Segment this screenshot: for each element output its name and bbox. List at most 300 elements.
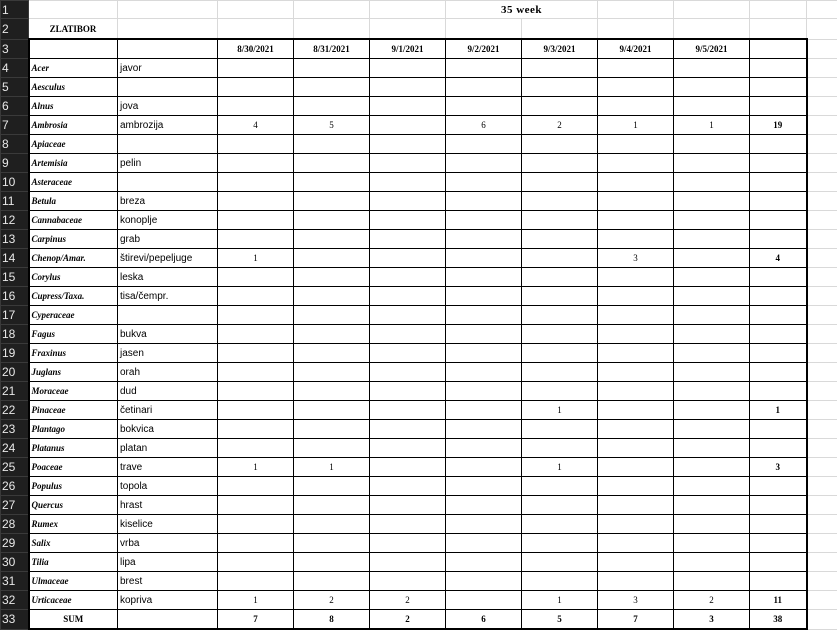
count-cell[interactable]: 1 <box>218 591 294 610</box>
cell[interactable] <box>807 363 837 382</box>
count-cell[interactable] <box>522 344 598 363</box>
count-cell[interactable] <box>674 249 750 268</box>
row-total[interactable]: 4 <box>750 249 807 268</box>
row-header[interactable]: 9 <box>1 154 29 173</box>
cell[interactable] <box>807 344 837 363</box>
count-cell[interactable]: 2 <box>674 591 750 610</box>
count-cell[interactable] <box>674 439 750 458</box>
cell[interactable] <box>522 19 598 40</box>
count-cell[interactable] <box>522 154 598 173</box>
count-cell[interactable] <box>674 515 750 534</box>
count-cell[interactable] <box>522 173 598 192</box>
count-cell[interactable] <box>446 59 522 78</box>
count-cell[interactable] <box>674 534 750 553</box>
local-name[interactable]: lipa <box>118 553 218 572</box>
count-cell[interactable] <box>370 192 446 211</box>
sum-cell[interactable]: 6 <box>446 610 522 630</box>
count-cell[interactable] <box>446 572 522 591</box>
row-total[interactable] <box>750 382 807 401</box>
row-header[interactable]: 2 <box>1 19 29 40</box>
row-header[interactable]: 31 <box>1 572 29 591</box>
latin-name[interactable]: Asteraceae <box>29 173 118 192</box>
latin-name[interactable]: Cyperaceae <box>29 306 118 325</box>
count-cell[interactable]: 6 <box>446 116 522 135</box>
count-cell[interactable] <box>294 59 370 78</box>
latin-name[interactable]: Acer <box>29 59 118 78</box>
row-header[interactable]: 12 <box>1 211 29 230</box>
row-header[interactable]: 27 <box>1 496 29 515</box>
row-header[interactable]: 29 <box>1 534 29 553</box>
count-cell[interactable] <box>218 344 294 363</box>
count-cell[interactable] <box>370 477 446 496</box>
row-header[interactable]: 17 <box>1 306 29 325</box>
row-header[interactable]: 24 <box>1 439 29 458</box>
count-cell[interactable] <box>218 287 294 306</box>
local-name[interactable]: kiselice <box>118 515 218 534</box>
cell[interactable] <box>807 477 837 496</box>
count-cell[interactable] <box>294 572 370 591</box>
row-header[interactable]: 20 <box>1 363 29 382</box>
count-cell[interactable] <box>294 173 370 192</box>
count-cell[interactable] <box>446 97 522 116</box>
cell[interactable] <box>807 610 837 630</box>
row-header[interactable]: 6 <box>1 97 29 116</box>
count-cell[interactable] <box>218 572 294 591</box>
count-cell[interactable] <box>294 534 370 553</box>
cell[interactable] <box>807 496 837 515</box>
count-cell[interactable] <box>598 572 674 591</box>
count-cell[interactable] <box>446 154 522 173</box>
count-cell[interactable] <box>674 325 750 344</box>
count-cell[interactable] <box>218 515 294 534</box>
cell[interactable] <box>807 97 837 116</box>
count-cell[interactable] <box>598 78 674 97</box>
cell[interactable] <box>218 19 294 40</box>
local-name[interactable]: kopriva <box>118 591 218 610</box>
count-cell[interactable] <box>446 553 522 572</box>
sum-cell[interactable]: 7 <box>218 610 294 630</box>
cell[interactable] <box>294 1 370 19</box>
cell[interactable] <box>446 19 522 40</box>
local-name[interactable]: četinari <box>118 401 218 420</box>
count-cell[interactable] <box>218 553 294 572</box>
count-cell[interactable] <box>218 325 294 344</box>
count-cell[interactable] <box>522 211 598 230</box>
cell[interactable] <box>750 1 807 19</box>
count-cell[interactable] <box>218 192 294 211</box>
count-cell[interactable] <box>218 382 294 401</box>
count-cell[interactable] <box>446 534 522 553</box>
sum-cell[interactable]: 2 <box>370 610 446 630</box>
count-cell[interactable] <box>522 306 598 325</box>
local-name[interactable]: hrast <box>118 496 218 515</box>
count-cell[interactable] <box>598 496 674 515</box>
cell[interactable] <box>807 1 837 19</box>
count-cell[interactable] <box>674 230 750 249</box>
local-name[interactable]: brest <box>118 572 218 591</box>
cell[interactable] <box>118 39 218 59</box>
count-cell[interactable] <box>218 211 294 230</box>
local-name[interactable]: javor <box>118 59 218 78</box>
count-cell[interactable]: 1 <box>522 401 598 420</box>
count-cell[interactable] <box>522 325 598 344</box>
count-cell[interactable] <box>370 154 446 173</box>
local-name[interactable]: jasen <box>118 344 218 363</box>
cell[interactable] <box>807 39 837 59</box>
local-name[interactable]: ambrozija <box>118 116 218 135</box>
cell[interactable] <box>29 1 118 19</box>
count-cell[interactable] <box>446 420 522 439</box>
count-cell[interactable] <box>218 439 294 458</box>
latin-name[interactable]: Rumex <box>29 515 118 534</box>
count-cell[interactable] <box>294 306 370 325</box>
count-cell[interactable] <box>674 420 750 439</box>
count-cell[interactable] <box>370 173 446 192</box>
count-cell[interactable] <box>674 382 750 401</box>
row-total[interactable]: 1 <box>750 401 807 420</box>
count-cell[interactable] <box>294 496 370 515</box>
row-total[interactable]: 19 <box>750 116 807 135</box>
latin-name[interactable]: Moraceae <box>29 382 118 401</box>
local-name[interactable]: konoplje <box>118 211 218 230</box>
latin-name[interactable]: Platanus <box>29 439 118 458</box>
latin-name[interactable]: Ambrosia <box>29 116 118 135</box>
count-cell[interactable] <box>446 325 522 344</box>
count-cell[interactable] <box>674 78 750 97</box>
cell[interactable] <box>807 19 837 40</box>
count-cell[interactable] <box>446 458 522 477</box>
count-cell[interactable] <box>446 496 522 515</box>
count-cell[interactable]: 1 <box>674 116 750 135</box>
count-cell[interactable] <box>370 211 446 230</box>
count-cell[interactable] <box>294 287 370 306</box>
row-header[interactable]: 8 <box>1 135 29 154</box>
count-cell[interactable] <box>674 135 750 154</box>
row-total[interactable] <box>750 325 807 344</box>
row-total[interactable] <box>750 59 807 78</box>
row-header[interactable]: 10 <box>1 173 29 192</box>
count-cell[interactable] <box>522 534 598 553</box>
count-cell[interactable] <box>674 287 750 306</box>
sum-cell[interactable]: 3 <box>674 610 750 630</box>
count-cell[interactable] <box>598 97 674 116</box>
count-cell[interactable] <box>446 344 522 363</box>
count-cell[interactable]: 1 <box>294 458 370 477</box>
count-cell[interactable] <box>446 439 522 458</box>
row-total[interactable]: 11 <box>750 591 807 610</box>
row-header[interactable]: 33 <box>1 610 29 630</box>
count-cell[interactable] <box>446 268 522 287</box>
count-cell[interactable] <box>294 211 370 230</box>
cell[interactable] <box>807 382 837 401</box>
local-name[interactable]: platan <box>118 439 218 458</box>
cell[interactable] <box>750 19 807 40</box>
date-header[interactable]: 9/2/2021 <box>446 39 522 59</box>
count-cell[interactable]: 2 <box>294 591 370 610</box>
row-header[interactable]: 22 <box>1 401 29 420</box>
row-header[interactable]: 32 <box>1 591 29 610</box>
count-cell[interactable] <box>598 325 674 344</box>
count-cell[interactable] <box>370 401 446 420</box>
cell[interactable] <box>29 39 118 59</box>
count-cell[interactable] <box>218 97 294 116</box>
row-header[interactable]: 23 <box>1 420 29 439</box>
row-total[interactable] <box>750 287 807 306</box>
count-cell[interactable]: 4 <box>218 116 294 135</box>
count-cell[interactable] <box>370 534 446 553</box>
count-cell[interactable] <box>218 154 294 173</box>
count-cell[interactable] <box>446 249 522 268</box>
count-cell[interactable] <box>370 344 446 363</box>
cell[interactable] <box>807 230 837 249</box>
count-cell[interactable] <box>446 211 522 230</box>
cell[interactable] <box>807 515 837 534</box>
count-cell[interactable] <box>446 382 522 401</box>
count-cell[interactable] <box>294 325 370 344</box>
count-cell[interactable] <box>674 363 750 382</box>
row-header[interactable]: 7 <box>1 116 29 135</box>
count-cell[interactable] <box>522 515 598 534</box>
count-cell[interactable] <box>294 78 370 97</box>
row-total[interactable] <box>750 515 807 534</box>
count-cell[interactable] <box>446 591 522 610</box>
cell[interactable] <box>807 553 837 572</box>
count-cell[interactable] <box>218 59 294 78</box>
count-cell[interactable] <box>294 268 370 287</box>
count-cell[interactable] <box>370 420 446 439</box>
count-cell[interactable] <box>598 268 674 287</box>
count-cell[interactable] <box>294 401 370 420</box>
count-cell[interactable] <box>598 401 674 420</box>
count-cell[interactable] <box>674 59 750 78</box>
count-cell[interactable] <box>674 553 750 572</box>
sum-label[interactable]: SUM <box>29 610 118 630</box>
date-header[interactable]: 9/3/2021 <box>522 39 598 59</box>
count-cell[interactable] <box>218 420 294 439</box>
count-cell[interactable] <box>218 401 294 420</box>
row-total[interactable] <box>750 306 807 325</box>
count-cell[interactable] <box>446 287 522 306</box>
count-cell[interactable] <box>218 477 294 496</box>
local-name[interactable]: grab <box>118 230 218 249</box>
date-header[interactable]: 9/1/2021 <box>370 39 446 59</box>
station-title[interactable]: ZLATIBOR <box>29 19 118 40</box>
week-label[interactable]: 35 week <box>446 1 598 19</box>
count-cell[interactable] <box>370 230 446 249</box>
latin-name[interactable]: Salix <box>29 534 118 553</box>
count-cell[interactable] <box>522 192 598 211</box>
row-header[interactable]: 16 <box>1 287 29 306</box>
cell[interactable] <box>807 591 837 610</box>
row-header[interactable]: 28 <box>1 515 29 534</box>
row-total[interactable] <box>750 78 807 97</box>
count-cell[interactable]: 1 <box>218 249 294 268</box>
count-cell[interactable] <box>522 439 598 458</box>
count-cell[interactable] <box>674 192 750 211</box>
cell[interactable] <box>807 325 837 344</box>
row-header[interactable]: 1 <box>1 1 29 19</box>
count-cell[interactable]: 5 <box>294 116 370 135</box>
count-cell[interactable] <box>218 534 294 553</box>
count-cell[interactable] <box>294 477 370 496</box>
count-cell[interactable] <box>674 97 750 116</box>
row-total[interactable] <box>750 534 807 553</box>
count-cell[interactable] <box>370 306 446 325</box>
count-cell[interactable] <box>522 59 598 78</box>
row-total[interactable] <box>750 420 807 439</box>
cell[interactable] <box>807 572 837 591</box>
local-name[interactable]: topola <box>118 477 218 496</box>
cell[interactable] <box>118 610 218 630</box>
row-total[interactable] <box>750 173 807 192</box>
count-cell[interactable] <box>598 382 674 401</box>
count-cell[interactable] <box>294 439 370 458</box>
count-cell[interactable] <box>218 306 294 325</box>
count-cell[interactable] <box>598 306 674 325</box>
count-cell[interactable] <box>522 420 598 439</box>
latin-name[interactable]: Poaceae <box>29 458 118 477</box>
local-name[interactable] <box>118 78 218 97</box>
latin-name[interactable]: Betula <box>29 192 118 211</box>
sum-cell[interactable]: 8 <box>294 610 370 630</box>
date-header[interactable]: 8/30/2021 <box>218 39 294 59</box>
count-cell[interactable] <box>370 97 446 116</box>
cell[interactable] <box>807 211 837 230</box>
count-cell[interactable]: 2 <box>370 591 446 610</box>
count-cell[interactable] <box>598 192 674 211</box>
count-cell[interactable] <box>674 572 750 591</box>
count-cell[interactable]: 1 <box>522 591 598 610</box>
latin-name[interactable]: Ulmaceae <box>29 572 118 591</box>
latin-name[interactable]: Chenop/Amar. <box>29 249 118 268</box>
count-cell[interactable] <box>598 439 674 458</box>
cell[interactable] <box>294 19 370 40</box>
row-header[interactable]: 21 <box>1 382 29 401</box>
latin-name[interactable]: Cupress/Taxa. <box>29 287 118 306</box>
local-name[interactable]: pelin <box>118 154 218 173</box>
count-cell[interactable] <box>522 78 598 97</box>
count-cell[interactable] <box>294 382 370 401</box>
latin-name[interactable]: Tilia <box>29 553 118 572</box>
date-header[interactable]: 9/5/2021 <box>674 39 750 59</box>
local-name[interactable]: tisa/čempr. <box>118 287 218 306</box>
count-cell[interactable] <box>294 230 370 249</box>
count-cell[interactable]: 3 <box>598 591 674 610</box>
count-cell[interactable] <box>370 135 446 154</box>
count-cell[interactable] <box>446 135 522 154</box>
count-cell[interactable] <box>598 363 674 382</box>
count-cell[interactable] <box>674 458 750 477</box>
grand-total[interactable]: 38 <box>750 610 807 630</box>
count-cell[interactable] <box>674 173 750 192</box>
cell[interactable] <box>598 1 674 19</box>
cell[interactable] <box>118 19 218 40</box>
row-total[interactable] <box>750 344 807 363</box>
local-name[interactable]: orah <box>118 363 218 382</box>
latin-name[interactable]: Corylus <box>29 268 118 287</box>
cell[interactable] <box>370 1 446 19</box>
latin-name[interactable]: Juglans <box>29 363 118 382</box>
cell[interactable] <box>674 1 750 19</box>
count-cell[interactable] <box>370 515 446 534</box>
count-cell[interactable]: 1 <box>218 458 294 477</box>
latin-name[interactable]: Urticaceae <box>29 591 118 610</box>
count-cell[interactable] <box>598 420 674 439</box>
count-cell[interactable] <box>294 154 370 173</box>
count-cell[interactable] <box>294 97 370 116</box>
total-header[interactable] <box>750 39 807 59</box>
cell[interactable] <box>118 1 218 19</box>
count-cell[interactable] <box>370 249 446 268</box>
local-name[interactable]: leska <box>118 268 218 287</box>
count-cell[interactable] <box>674 477 750 496</box>
count-cell[interactable] <box>370 268 446 287</box>
count-cell[interactable] <box>674 401 750 420</box>
latin-name[interactable]: Artemisia <box>29 154 118 173</box>
cell[interactable] <box>807 458 837 477</box>
cell[interactable] <box>218 1 294 19</box>
row-total[interactable] <box>750 135 807 154</box>
count-cell[interactable] <box>598 344 674 363</box>
count-cell[interactable] <box>294 249 370 268</box>
count-cell[interactable] <box>598 477 674 496</box>
count-cell[interactable] <box>218 78 294 97</box>
count-cell[interactable] <box>294 363 370 382</box>
cell[interactable] <box>807 306 837 325</box>
row-header[interactable]: 19 <box>1 344 29 363</box>
cell[interactable] <box>807 192 837 211</box>
row-header[interactable]: 5 <box>1 78 29 97</box>
count-cell[interactable] <box>370 553 446 572</box>
row-header[interactable]: 14 <box>1 249 29 268</box>
cell[interactable] <box>807 401 837 420</box>
row-header[interactable]: 30 <box>1 553 29 572</box>
count-cell[interactable]: 3 <box>598 249 674 268</box>
latin-name[interactable]: Alnus <box>29 97 118 116</box>
count-cell[interactable] <box>598 287 674 306</box>
count-cell[interactable] <box>446 477 522 496</box>
cell[interactable] <box>807 534 837 553</box>
count-cell[interactable] <box>370 382 446 401</box>
count-cell[interactable] <box>370 325 446 344</box>
latin-name[interactable]: Carpinus <box>29 230 118 249</box>
local-name[interactable] <box>118 135 218 154</box>
count-cell[interactable] <box>370 363 446 382</box>
cell[interactable] <box>598 19 674 40</box>
local-name[interactable]: trave <box>118 458 218 477</box>
count-cell[interactable] <box>446 173 522 192</box>
count-cell[interactable] <box>370 439 446 458</box>
count-cell[interactable] <box>522 287 598 306</box>
count-cell[interactable] <box>674 154 750 173</box>
row-total[interactable] <box>750 363 807 382</box>
row-total[interactable] <box>750 268 807 287</box>
count-cell[interactable] <box>218 135 294 154</box>
row-header[interactable]: 15 <box>1 268 29 287</box>
count-cell[interactable] <box>674 306 750 325</box>
count-cell[interactable] <box>218 363 294 382</box>
cell[interactable] <box>370 19 446 40</box>
count-cell[interactable] <box>674 268 750 287</box>
row-total[interactable] <box>750 477 807 496</box>
count-cell[interactable] <box>674 211 750 230</box>
local-name[interactable]: bokvica <box>118 420 218 439</box>
count-cell[interactable] <box>522 230 598 249</box>
sum-cell[interactable]: 5 <box>522 610 598 630</box>
count-cell[interactable] <box>522 249 598 268</box>
count-cell[interactable] <box>598 515 674 534</box>
latin-name[interactable]: Quercus <box>29 496 118 515</box>
